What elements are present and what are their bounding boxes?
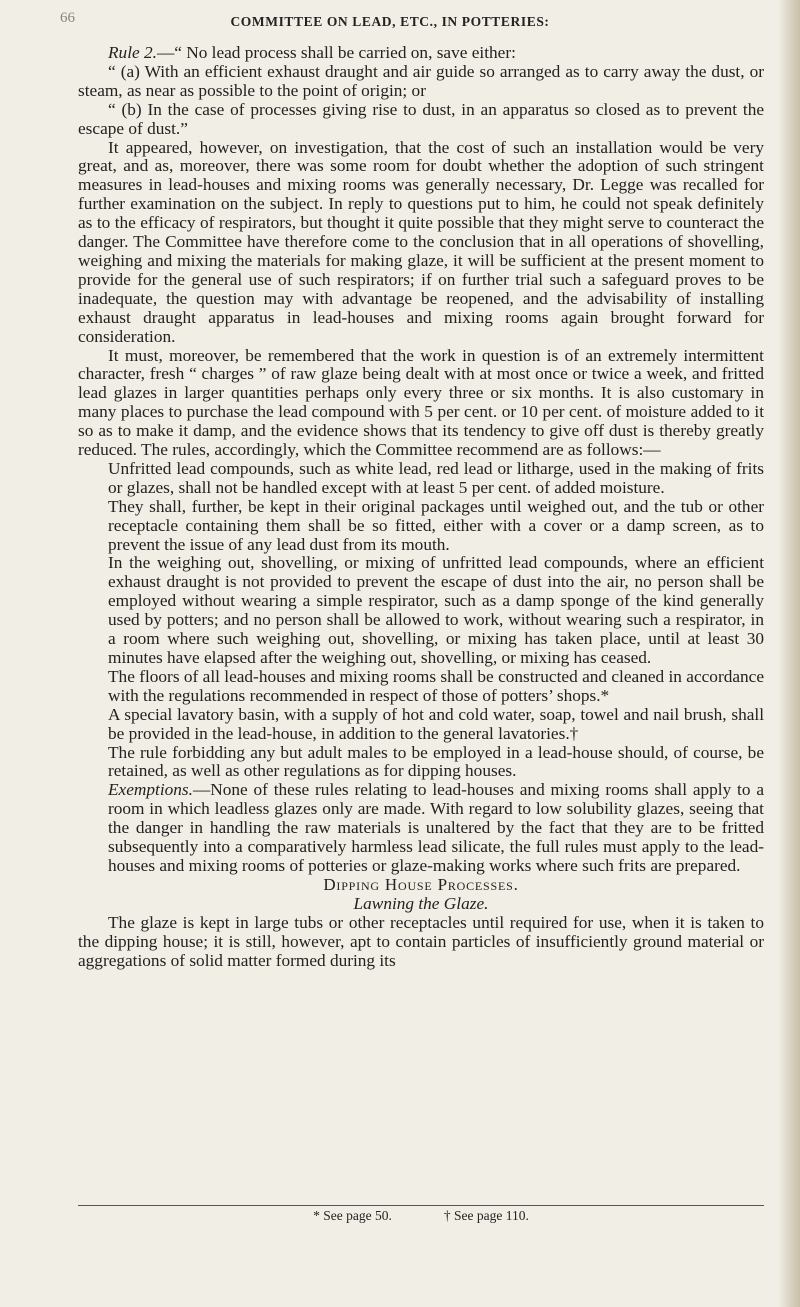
exemptions-label: Exemptions. xyxy=(108,780,193,800)
rule-clause-a: “ (a) With an efficient exhaust draught and air guide so arranged as to carry away the dust, or steam, as near as possible to the point of origin; or xyxy=(78,61,764,100)
rule-label: Rule 2. xyxy=(108,43,157,62)
footnote-dagger: † See page 110. xyxy=(443,1208,529,1223)
paragraph-lawning: The glaze is kept in large tubs or other receptacles until required for use, when it is taken to the dipping house; it is still, however, apt to contain particles of insufficiently ground material or aggregations of solid matter formed during its xyxy=(78,912,764,970)
page-edge-shadow xyxy=(778,0,800,1307)
exemptions-text: —None of these rules relating to lead-houses and mixing rooms shall apply to a room in which leadless glazes only are made. With regard to low solubility glazes, seeing that the danger in handling the raw materials is unaltered by the fact that they are to be fritted subsequently into a comparatively harmless lead silicate, the full rules must apply to the lead-houses and mixing rooms of potteries or glaze-making works where such frits are prepared. xyxy=(108,780,764,875)
footnote-star: * See page 50. xyxy=(313,1208,392,1223)
recommendations-list xyxy=(78,460,764,876)
sub-heading: Lawning the Glaze. xyxy=(353,893,489,913)
paragraph-intermittent-work: It must, moreover, be remembered that the work in question is of an extremely intermittent character, fresh “ charges ” of raw glaze being dealt with at most once or twice a week, and fritted lead glazes in larger quantities perhaps only every three or six months. It is also customary in many places to purchase the lead compound with 5 per cent. or 10 per cent. of moisture added to it so as to make it damp, and the evidence shows that its tendency to give off dust is thereby greatly reduced. The rules, accordingly, which the Committee recommend are as follows:— xyxy=(78,345,764,460)
running-head: COMMITTEE ON LEAD, ETC., IN POTTERIES: xyxy=(230,14,550,29)
rule-2 xyxy=(78,44,764,63)
recommendation-item: The floors of all lead-houses and mixing rooms shall be constructed and cleaned in accordance with the regulations recommended in respect of those of potters’ shops.* xyxy=(108,666,764,705)
footnotes xyxy=(78,1205,764,1224)
recommendation-item: In the weighing out, shovelling, or mixing of unfritted lead compounds, where an efficient exhaust draught is not provided to prevent the escape of dust into the air, no person shall be employed without wearing a simple respirator, such as a damp sponge of the kind generally used by potters; and no person shall be allowed to work, without wearing such a respirator, in a room where such weighing out, shovelling, or mixing has taken place, until at least 30 minutes have elapsed after the weighing out, shovelling, or mixing has ceased. xyxy=(108,553,764,667)
rule-intro: —“ No lead process shall be carried on, save either: xyxy=(156,43,516,62)
recommendation-item: The rule forbidding any but adult males to be employed in a lead-house should, of course, be retained, as well as other regulations as for dipping houses. xyxy=(108,742,764,781)
exemptions-paragraph xyxy=(108,781,764,876)
body-text xyxy=(78,44,764,970)
recommendation-item: They shall, further, be kept in their original packages until weighed out, and the tub or other receptacle containing them shall be so fitted, either with a cover or a damp screen, as to prevent the issue of any lead dust from its mouth. xyxy=(108,496,764,554)
section-heading: Dipping House Processes. xyxy=(323,874,519,894)
recommendation-item: A special lavatory basin, with a supply of hot and cold water, soap, towel and nail brush, shall be provided in the lead-house, in addition to the general lavatories.† xyxy=(108,704,764,743)
rule-clause-b: “ (b) In the case of processes giving rise to dust, in an apparatus so closed as to prevent the escape of dust.” xyxy=(78,99,764,138)
page-number: 66 xyxy=(60,10,75,26)
paragraph-investigation: It appeared, however, on investigation, that the cost of such an installation would be very great, and as, moreover, there was some room for doubt whether the adoption of such stringent measures in lead-houses and mixing rooms was generally necessary, Dr. Legge was recalled for further examination on the subject. In reply to questions put to him, he could not speak definitely as to the efficacy of respirators, but thought it quite possible that they might serve to counteract the danger. The Committee have therefore come to the conclusion that in all operations of shovelling, weighing and mixing the materials for making glaze, it will be sufficient at the present moment to provide for the general use of such respirators; if on further trial such a safeguard proves to be inadequate, the question may with advantage be reopened, and the advisability of installing exhaust draught apparatus in lead-houses and mixing rooms again brought forward for consideration. xyxy=(78,137,764,346)
recommendation-item: Unfritted lead compounds, such as white lead, red lead or litharge, used in the making of frits or glazes, shall not be handled except with at least 5 per cent. of added moisture. xyxy=(108,458,764,497)
